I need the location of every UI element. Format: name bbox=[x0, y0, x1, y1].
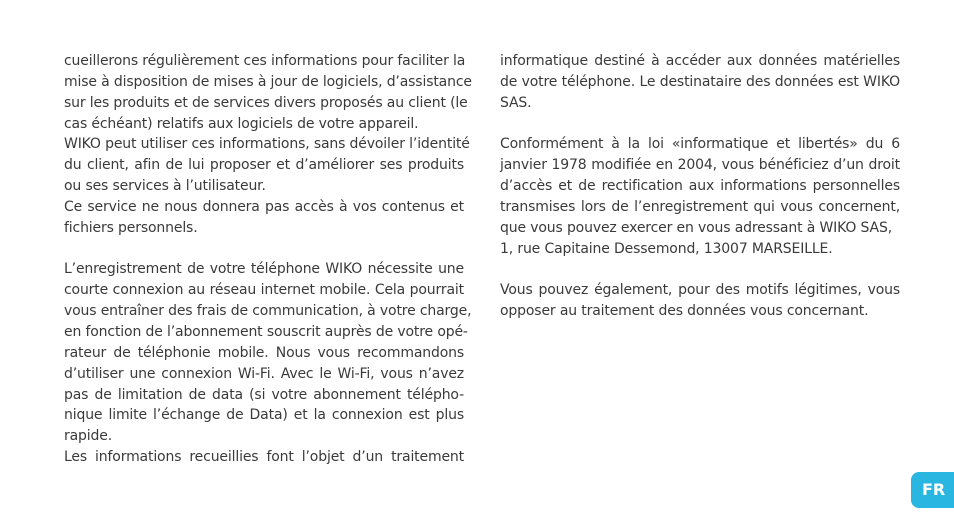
paragraph-gap bbox=[500, 259, 900, 280]
text-line: d’utiliser une connexion Wi-Fi. Avec le Wi-Fi, vous n’avez bbox=[64, 365, 464, 382]
text-line: transmises lors de l’enregistrement qui vous concernent, bbox=[500, 198, 900, 215]
text-line: WIKO peut utiliser ces informations, sans dévoiler l’identité bbox=[64, 136, 470, 153]
text-line: courte connexion au réseau internet mobile. Cela pourrait bbox=[64, 282, 464, 299]
right-text-column bbox=[500, 51, 900, 322]
language-tab bbox=[911, 472, 954, 508]
text-line: fichiers personnels. bbox=[64, 219, 198, 236]
text-line: Conformément à la loi «informatique et libertés» du 6 bbox=[500, 136, 900, 153]
text-line: nique limite l’échange de Data) et la connexion est plus bbox=[64, 407, 464, 424]
paragraph-gap bbox=[64, 239, 464, 260]
text-line: que vous pouvez exercer en vous adressant à WIKO SAS, bbox=[500, 219, 893, 236]
text-line: ou ses services à l’utilisateur. bbox=[64, 178, 266, 195]
text-line: 1, rue Capitaine Dessemond, 13007 MARSEILLE. bbox=[500, 240, 833, 257]
text-line: SAS. bbox=[500, 94, 532, 111]
text-line: du client, afin de lui proposer et d’améliorer ses produits bbox=[64, 157, 464, 174]
text-line: Vous pouvez également, pour des motifs légitimes, vous bbox=[500, 282, 900, 299]
language-tab-label: FR bbox=[922, 480, 946, 499]
text-line: informatique destiné à accéder aux données matérielles bbox=[500, 53, 900, 69]
text-line: d’accès et de rectification aux informations personnelles bbox=[500, 178, 900, 195]
text-line: cas échéant) relatifs aux logiciels de votre appareil. bbox=[64, 115, 419, 132]
text-line: L’enregistrement de votre téléphone WIKO nécessite une bbox=[64, 261, 464, 278]
text-line: pas de limitation de data (si votre abonnement télépho- bbox=[64, 386, 464, 403]
text-line: Ce service ne nous donnera pas accès à vos contenus et bbox=[64, 198, 464, 215]
text-line: rateur de téléphonie mobile. Nous vous recommandons bbox=[64, 344, 464, 361]
text-line: sur les produits et de services divers proposés au client (le bbox=[64, 94, 468, 111]
text-line: mise à disposition de mises à jour de logiciels, d’assistance bbox=[64, 73, 472, 90]
text-line: vous entraîner des frais de communication, à votre charge, bbox=[64, 303, 472, 320]
text-line: en fonction de l’abonnement souscrit auprès de votre opé- bbox=[64, 323, 468, 340]
text-line: rapide. bbox=[64, 428, 113, 445]
text-line: cueillerons régulièrement ces informations pour faciliter la bbox=[64, 53, 466, 69]
text-line: de votre téléphone. Le destinataire des données est WIKO bbox=[500, 73, 900, 90]
text-line: Les informations recueillies font l’objet d’un traitement bbox=[64, 449, 464, 466]
paragraph-gap bbox=[500, 114, 900, 135]
left-text-column bbox=[64, 51, 472, 468]
text-line: janvier 1978 modifiée en 2004, vous bénéficiez d’un droit bbox=[500, 157, 900, 174]
text-line: opposer au traitement des données vous concernant. bbox=[500, 303, 869, 320]
